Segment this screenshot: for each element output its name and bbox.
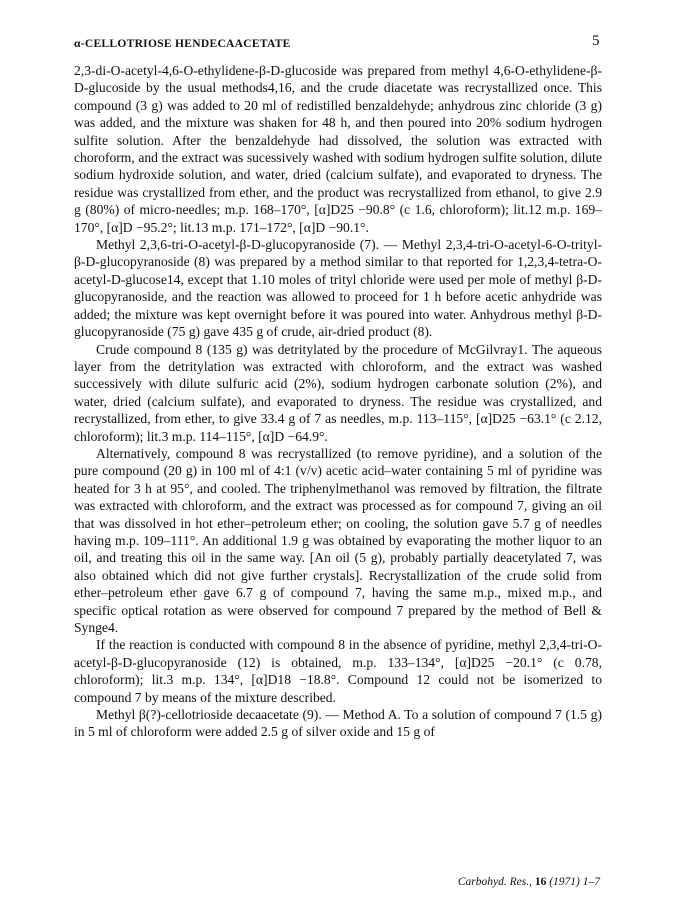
- article-body: [74, 62, 602, 741]
- journal-volume: 16: [534, 876, 547, 888]
- journal-citation: [430, 876, 600, 888]
- paragraph-detritylation: Crude compound 8 (135 g) was detritylated by the procedure of McGilvray1. The aqueous layer from the detritylation was extracted with chloroform, and the extract was washed successively with dilute sulfuric acid (2%), sodium hydrogen carbonate solution (2%), and water, dried (calcium sulfate), and evaporated to dryness. The residue was crystallized, and recrystallized, from ether, to give 33.4 g of 7 as needles, m.p. 113–115°, [α]D25 −63.1° (c 2.12, chloroform); lit.3 m.p. 114–115°, [α]D −64.9°.: [74, 341, 602, 444]
- paragraph-benzylidene-prep: 2,3-di-O-acetyl-4,6-O-ethylidene-β-D-glucoside was prepared from methyl 4,6-O-ethylidene-β-D-glucoside by the usual methods4,16, and the crude diacetate was recrystallized once. This compound (3 g) was added to 20 ml of redistilled benzaldehyde; anhydrous zinc chloride (3 g) was added, and the mixture was shaken for 48 h, and then poured into 20% sodium hydrogen sulfite solution. After the benzaldehyde had dissolved, the solution was extracted with choroform, and the extract was sucessively washed with sodium hydrogen sulfite solution, dilute sodium hydroxide solution, and water, dried (calcium sulfate), and evaporated to dryness. The residue was crystallized from ether, and the product was recrystallized from ethanol, to give 2.9 g (80%) of micro-needles; m.p. 168–170°, [α]D25 −90.8° (c 1.6, chloroform); lit.12 m.p. 169–170°, [α]D −95.2°; lit.13 m.p. 171–172°, [α]D −90.1°.: [74, 63, 602, 235]
- journal-pages: (1971) 1–7: [549, 876, 600, 888]
- journal-name: Carbohyd. Res.,: [457, 876, 532, 888]
- paragraph-alternative-method: Alternatively, compound 8 was recrystallized (to remove pyridine), and a solution of the pure compound (20 g) in 100 ml of 4:1 (v/v) acetic acid–water containing 5 ml of pyridine was heated for 3 h at 95°, and cooled. The triphenylmethanol was removed by filtration, the filtrate was extracted with chloroform, and the extract was processed as for compound 7, giving an oil that was dissolved in hot ether–petroleum ether; on cooling, the solution gave 5.7 g of needles having m.p. 109–111°. An additional 1.9 g was obtained by evaporating the mother liquor to an oil, and treating this oil in the same way. [An oil (5 g), probably partially deacetylated 7, was also obtained which did not give further crystals]. Recrystallization of the crude solid from ether–petroleum ether gave 6.7 g of compound 7, having the same m.p., mixed m.p., and specific optical rotation as were observed for compound 7 prepared by the method of Bell & Synge4.: [74, 445, 602, 635]
- running-title: α-CELLOTRIOSE HENDECAACETATE: [74, 38, 291, 50]
- paragraph-no-pyridine: If the reaction is conducted with compound 8 in the absence of pyridine, methyl 2,3,4-tri-O-acetyl-β-D-glucopyranoside (12) is obtained, m.p. 133–134°, [α]D25 −20.1° (c 0.78, chloroform); lit.3 m.p. 134°, [α]D18 −18.8°. Compound 12 could not be isomerized to compound 7 by means of the mixture described.: [74, 637, 602, 705]
- paragraph-compound-7-heading: Methyl 2,3,6-tri-O-acetyl-β-D-glucopyranoside (7). — Methyl 2,3,4-tri-O-acetyl-6-O-trityl-β-D-glucopyranoside (8) was prepared by a method similar to that reported for 1,2,3,4-tetra-O-acetyl-D-glucose14, except that 1.10 moles of trityl chloride were used per mole of methyl β-D-glucopyranoside, and the reaction was allowed to proceed for 1 h before acetic anhydride was added; the mixture was kept overnight before it was poured into water. Anhydrous methyl β-D-glucopyranoside (75 g) gave 435 g of crude, air-dried product (8).: [74, 237, 602, 340]
- page-number: 5: [592, 33, 600, 49]
- paragraph-cellotrioside-method-a: Methyl β(?)-cellotrioside decaacetate (9). — Method A. To a solution of compound 7 (1.5 g) in 5 ml of chloroform were added 2.5 g of silver oxide and 15 g of: [74, 707, 602, 740]
